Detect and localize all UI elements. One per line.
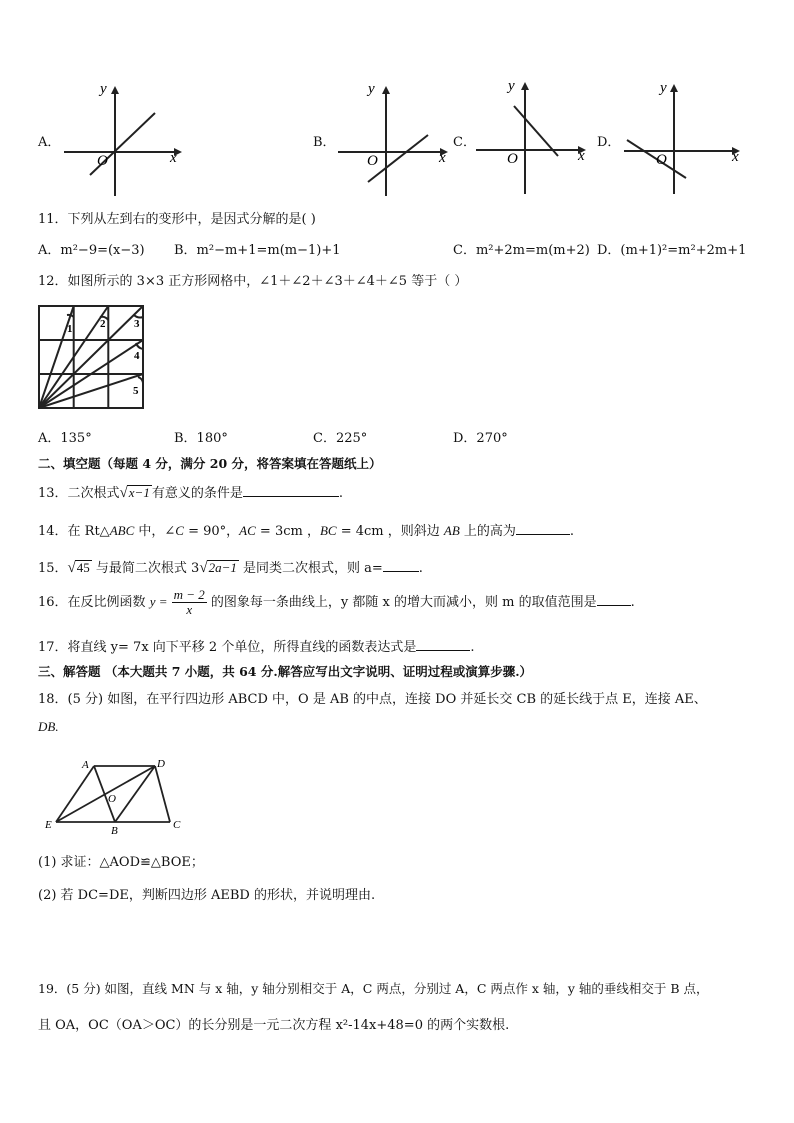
angle-label-1: 1 xyxy=(67,323,73,335)
q16-fraction: $\frac{m - 2}{x}$ xyxy=(173,587,205,617)
q18-part-1: (1) 求证：△AOD≌△BOE； xyxy=(38,855,204,870)
q13-suffix: 有意义的条件是 xyxy=(151,486,243,501)
q18-line-1: 18．(5 分) 如图，在平行四边形 ABCD 中，O 是 AB 的中点，连接 DO 并延长交 CB 的延长线于点 E，连接 AE、 xyxy=(38,692,707,707)
q13-answer-blank[interactable] xyxy=(243,484,339,497)
y-axis-label: y xyxy=(368,81,375,97)
q12-option-b[interactable]: B．180° xyxy=(174,431,228,446)
vertex-b: B xyxy=(111,825,118,837)
q10-graph-a xyxy=(62,80,187,198)
origin-label: O xyxy=(367,153,378,169)
q10-option-d-label[interactable]: D． xyxy=(597,135,621,150)
origin-label: O xyxy=(97,153,108,169)
q11-option-c[interactable]: C．m²+2m=m(m+2) xyxy=(453,243,590,258)
q17-answer-blank[interactable] xyxy=(416,638,470,651)
q10-graph-b xyxy=(336,80,454,198)
y-axis-label: y xyxy=(508,78,515,94)
q15-answer-blank[interactable] xyxy=(383,559,419,572)
q15: 15．√45 与最简二次根式 3√2a−1 是同类二次根式，则 a= . xyxy=(38,560,423,576)
section-3-title: 三、解答题 （本大题共 7 小题，共 64 分.解答应写出文字说明、证明过程或演算步骤.） xyxy=(38,664,533,679)
x-axis-label: x xyxy=(170,150,177,166)
q14-answer-blank[interactable] xyxy=(516,522,570,535)
section-2-title: 二、填空题（每题 4 分，满分 20 分，将答案填在答题纸上） xyxy=(38,456,382,471)
angle-label-2: 2 xyxy=(100,318,106,330)
q16-answer-blank[interactable] xyxy=(597,593,631,606)
q12-stem: 12．如图所示的 3×3 正方形网格中，∠1＋∠2＋∠3＋∠4＋∠5 等于（ ） xyxy=(38,274,468,289)
x-axis-label: x xyxy=(732,149,739,165)
y-axis-label: y xyxy=(660,80,667,96)
q12-option-d[interactable]: D．270° xyxy=(453,431,508,446)
x-axis-label: x xyxy=(578,148,585,164)
origin-label: O xyxy=(656,152,667,168)
q11-option-d[interactable]: D．(m+1)²=m²+2m+1 xyxy=(597,243,747,258)
point-e: E xyxy=(45,819,52,831)
point-o: O xyxy=(108,793,116,805)
q10-graph-c xyxy=(474,76,592,196)
q19-line-1: 19．(5 分) 如图，直线 MN 与 x 轴，y 轴分别相交于 A，C 两点，分别过 A，C 两点作 x 轴，y 轴的垂线相交于 B 点， xyxy=(38,981,709,996)
q11-option-a[interactable]: A．m²−9=(x−3) xyxy=(38,243,145,258)
q12-option-c[interactable]: C．225° xyxy=(313,431,368,446)
x-axis-label: x xyxy=(439,150,446,166)
q10-option-c-label[interactable]: C． xyxy=(453,135,476,150)
q12-grid-figure xyxy=(36,303,148,411)
angle-label-5: 5 xyxy=(133,385,139,397)
y-axis-label: y xyxy=(100,81,107,97)
vertex-a: A xyxy=(82,759,89,771)
origin-label: O xyxy=(507,151,518,167)
q15-radicand-1: 45 xyxy=(76,560,90,575)
q10-option-b-label[interactable]: B． xyxy=(313,135,336,150)
q11-option-b[interactable]: B．m²−m+1=m(m−1)+1 xyxy=(174,243,341,258)
q10-graph-d xyxy=(622,78,746,196)
angle-label-4: 4 xyxy=(134,350,140,362)
q11-stem: 11．下列从左到右的变形中，是因式分解的是( ) xyxy=(38,212,316,227)
q18-parallelogram-figure xyxy=(42,755,192,837)
q16: 16．在反比例函数 y = $\frac{m - 2}{x}$ 的图象每一条曲线上，y 都随 x 的增大而减小，则 m 的取值范围是 . xyxy=(38,587,635,617)
q17: 17．将直线 y= 7x 向下平移 2 个单位，所得直线的函数表达式是 . xyxy=(38,640,475,655)
q14: 14．在 Rt△ABC 中，∠C = 90°，AC = 3cm ，BC = 4cm ，则斜边 AB 上的高为 . xyxy=(38,523,575,539)
q13-radicand: x−1 xyxy=(128,485,150,500)
q18-part-2: (2) 若 DC=DE，判断四边形 AEBD 的形状，并说明理由. xyxy=(38,888,376,903)
q12-option-a[interactable]: A．135° xyxy=(38,431,92,446)
q18-line-2: DB. xyxy=(38,719,59,734)
q13-end: . xyxy=(338,486,343,501)
q19-line-2: 且 OA，OC（OA＞OC）的长分别是一元二次方程 x²-14x+48=0 的两个实数根. xyxy=(38,1018,510,1033)
angle-label-3: 3 xyxy=(134,318,140,330)
q13: 13．二次根式√x−1 有意义的条件是 . xyxy=(38,485,343,501)
q10-option-a-label[interactable]: A． xyxy=(38,135,61,150)
vertex-c: C xyxy=(173,819,181,831)
vertex-d: D xyxy=(157,758,165,770)
q15-radicand-2: 2a−1 xyxy=(208,560,237,575)
q13-prefix: 13．二次根式 xyxy=(38,486,120,501)
